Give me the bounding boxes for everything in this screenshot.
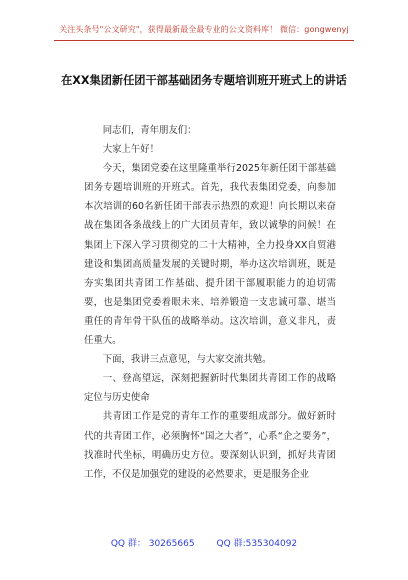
body-paragraph: 下面，我讲三点意见，与大家交流共勉。 bbox=[102, 354, 272, 366]
footer-contact bbox=[0, 536, 408, 549]
document-title: 在XX集团新任团干部基础团务专题培训班开班式上的讲话 bbox=[61, 74, 347, 87]
body-paragraph: 共青团工作是党的青年工作的重要组成部分。做好新时代的共青团工作，必须胸怀“国之大者”，心系“企之要务”，找准时代坐标，明确历史方位。要深刻认识到，抓好共青团工作，不仅是加强党的建设的必然要求，更是服务企业 bbox=[84, 411, 336, 480]
document-body bbox=[84, 121, 336, 484]
salutation: 同志们，青年朋友们： bbox=[102, 125, 197, 136]
qq-group-1: QQ 群： 30265665 bbox=[110, 539, 195, 549]
header-divider bbox=[54, 40, 354, 41]
body-paragraph: 今天，集团党委在这里隆重举行2025年新任团干部基础团务专题培训班的开班式。首先，我代表集团党委，向参加本次培训的60名新任团干部表示热烈的欢迎！向长期以来奋战在集团各条战线上的广大团员青年，致以诚挚的问候！在集团上下深入学习贯彻党的二十大精神，全力投身XX自贸港建设和集团高质量发展的关键时期，举办这次培训班，既是夯实集团共青团工作基础、提升团干部履职能力的迫切需要，也是集团党委着眼未来、培养锻造一支忠诚可靠、堪当重任的青年骨干队伍的战略举动。这次培训，意义非凡，责任重大。 bbox=[84, 163, 336, 347]
qq-group-2: QQ 群:535304092 bbox=[216, 539, 298, 549]
header-banner: 关注头条号"公文研究"，获得最新最全最专业的公文资料库！ 微信：gongwenyj bbox=[59, 25, 349, 34]
section-heading: 一、登高望远，深刻把握新时代集团共青团工作的战略定位与历史使命 bbox=[84, 373, 336, 404]
greeting: 大家上午好！ bbox=[102, 144, 160, 156]
